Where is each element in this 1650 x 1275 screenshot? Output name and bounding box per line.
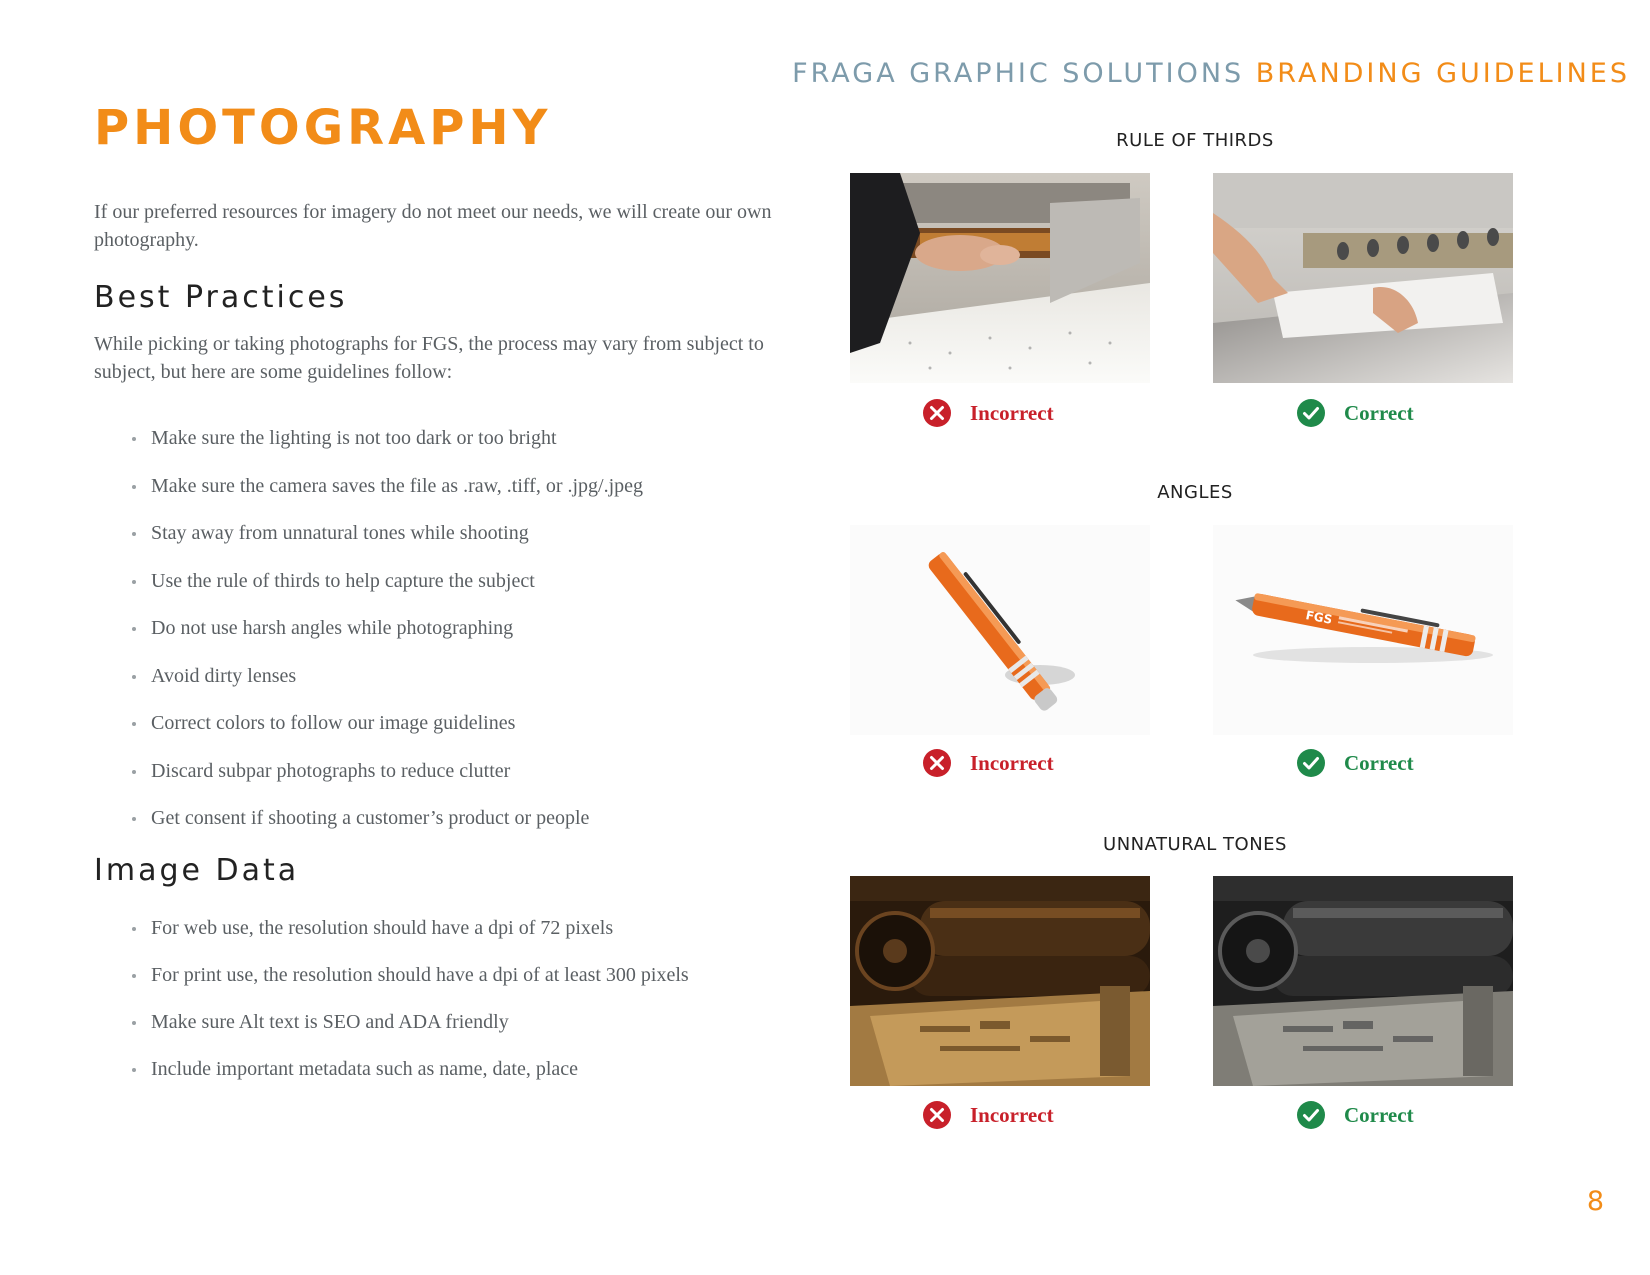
best-practices-description: While picking or taking photographs for FGS, the process may vary from subject to subject, but here are some guidelines follow:: [94, 333, 764, 383]
rule-of-thirds-correct-verdict: [1296, 398, 1414, 428]
check-circle-icon: [1296, 398, 1326, 428]
unnatural-tones-correct-photo: [1213, 876, 1513, 1086]
x-circle-icon: [922, 398, 952, 428]
list-item: Use the rule of thirds to help capture the subject: [122, 568, 643, 595]
best-practices-heading: Best Practices: [94, 280, 348, 315]
correct-label: Correct: [1344, 1102, 1414, 1127]
list-item: Make sure the camera saves the file as .raw, .tiff, or .jpg/.jpeg: [122, 473, 643, 500]
angles-label: ANGLES: [1157, 482, 1233, 503]
header-brand: [792, 58, 1630, 89]
correct-label: Correct: [1344, 400, 1414, 425]
pen-logo-text: FGS: [1304, 608, 1334, 627]
incorrect-label: Incorrect: [970, 750, 1054, 775]
header-brand-name: FRAGA GRAPHIC SOLUTIONS: [792, 58, 1245, 89]
intro-paragraph: If our preferred resources for imagery do not meet our needs, we will create our own photography.: [94, 201, 772, 251]
unnatural-tones-correct-verdict: [1296, 1100, 1414, 1130]
angles-incorrect-photo: [850, 525, 1150, 735]
check-circle-icon: [1296, 748, 1326, 778]
image-data-list: [122, 915, 689, 1103]
list-item: Get consent if shooting a customer’s product or people: [122, 805, 643, 832]
x-circle-icon: [922, 748, 952, 778]
list-item: Correct colors to follow our image guidelines: [122, 710, 643, 737]
incorrect-label: Incorrect: [970, 400, 1054, 425]
page-title: PHOTOGRAPHY: [94, 100, 552, 156]
list-item: Make sure the lighting is not too dark or too bright: [122, 425, 643, 452]
rule-of-thirds-correct-photo: [1213, 173, 1513, 383]
x-circle-icon: [922, 1100, 952, 1130]
angles-correct-photo: [1213, 525, 1513, 735]
list-item: Include important metadata such as name, date, place: [122, 1056, 689, 1083]
list-item: Do not use harsh angles while photographing: [122, 615, 643, 642]
best-practices-list: [122, 425, 643, 853]
list-item: Stay away from unnatural tones while shooting: [122, 520, 643, 547]
unnatural-tones-incorrect-photo: [850, 876, 1150, 1086]
list-item: Make sure Alt text is SEO and ADA friendly: [122, 1009, 689, 1036]
page-number: 8: [1586, 1186, 1604, 1217]
incorrect-label: Incorrect: [970, 1102, 1054, 1127]
rule-of-thirds-incorrect-verdict: [922, 398, 1054, 428]
angles-incorrect-verdict: [922, 748, 1054, 778]
unnatural-tones-label: UNNATURAL TONES: [1103, 834, 1287, 855]
correct-label: Correct: [1344, 750, 1414, 775]
list-item: Avoid dirty lenses: [122, 663, 643, 690]
list-item: For web use, the resolution should have a dpi of 72 pixels: [122, 915, 689, 942]
rule-of-thirds-incorrect-photo: [850, 173, 1150, 383]
header-brand-subtitle: BRANDING GUIDELINES: [1255, 58, 1630, 89]
check-circle-icon: [1296, 1100, 1326, 1130]
angles-correct-verdict: [1296, 748, 1414, 778]
rule-of-thirds-label: RULE OF THIRDS: [1116, 130, 1274, 151]
list-item: Discard subpar photographs to reduce clutter: [122, 758, 643, 785]
image-data-heading: Image Data: [94, 853, 300, 888]
list-item: For print use, the resolution should have a dpi of at least 300 pixels: [122, 962, 689, 989]
unnatural-tones-incorrect-verdict: [922, 1100, 1054, 1130]
